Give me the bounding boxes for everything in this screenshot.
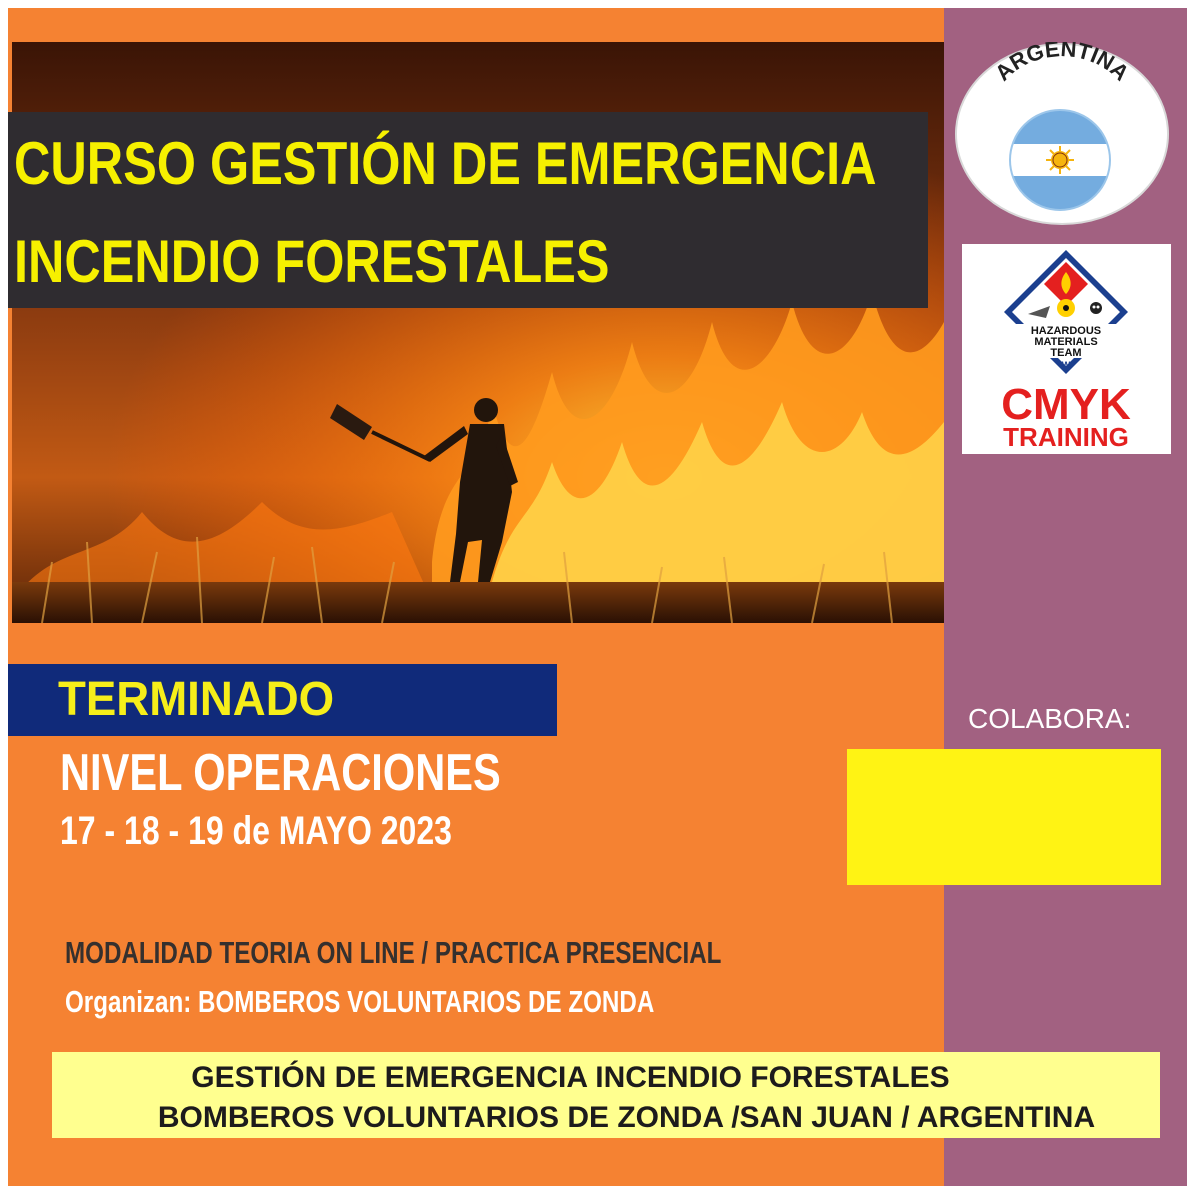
argentina-badge — [954, 42, 1170, 226]
hazmat-line-2: MATERIALS — [1034, 336, 1098, 348]
footer-line-2: BOMBEROS VOLUNTARIOS DE ZONDA /SAN JUAN / ARGENTINA — [157, 1101, 1096, 1134]
hazmat-line-1: HAZARDOUS — [1030, 325, 1102, 337]
cmyk-training-logo — [962, 244, 1171, 454]
cmyk-brand: CMYK — [1001, 380, 1131, 429]
course-dates: 17 - 18 - 19 de MAYO 2023 — [60, 809, 452, 853]
footer-line-1: GESTIÓN DE EMERGENCIA INCENDIO FORESTALES — [191, 1061, 950, 1094]
skull-icon — [1090, 302, 1102, 314]
status-label: TERMINADO — [58, 673, 335, 726]
collaborator-box — [847, 749, 1161, 885]
course-level: NIVEL OPERACIONES — [60, 744, 501, 802]
collaborator-label: COLABORA: — [968, 703, 1132, 734]
cmyk-subtitle: TRAINING — [1003, 422, 1129, 452]
hazmat-mark: W — [1061, 360, 1071, 370]
course-title-line-2: INCENDIO FORESTALES — [14, 228, 610, 295]
hazmat-line-3: TEAM — [1050, 347, 1082, 359]
course-modality: MODALIDAD TEORIA ON LINE / PRACTICA PRESENCIAL — [65, 935, 722, 970]
argentina-label: ARGENTINA — [989, 42, 1135, 86]
course-title-line-1: CURSO GESTIÓN DE EMERGENCIA — [14, 130, 877, 197]
course-organizers: Organizan: BOMBEROS VOLUNTARIOS DE ZONDA — [65, 984, 655, 1019]
sun-of-may-icon — [1046, 146, 1074, 174]
